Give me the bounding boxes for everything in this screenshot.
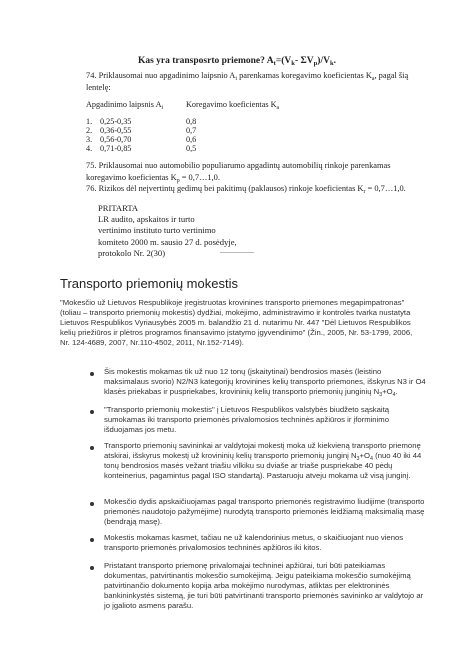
table-header-degree: Apgadinimo laipsnis $A_i$ [86, 100, 164, 111]
document-title: Kas yra transposrto priemone? $A_t=(V_k-$ $\Sigma V_p)/V_k$. [137, 56, 337, 67]
paragraph-76: 76. Rizikos dėl neįvertintų gedimų bei pakitimų (paklausos) rinkoje koeficientas $K_r$ = 0,7…1,0. [86, 184, 406, 195]
table-header-coefficient: Koregavimo koeficientas $K_a$ [186, 100, 280, 111]
bullet-item: Transporto priemonių savininkai ar valdytojai mokestį moka už kiekvieną transporto priemonę atskirai, išskyrus mokestį už krovininių kelių transporto priemonių junginį $N_3+O_4$ (nuo 40 iki 44 tonų bendrosios masės vežant triašiu vilkiku su dviaše ar triaše puspriekabe 40 pėdų konteinerius, pagamintus pagal ISO standartą). Pastaruoju atveju mokama už visą junginį. [104, 441, 422, 481]
separator-rule [220, 252, 254, 253]
table-row-coefficient: 0,5 [186, 144, 197, 153]
paragraph-74: 74. Priklausomai nuo apgadinimo laipsnio $A_i$ parenkamas koregavimo koeficientas $K_a$, pagal šią lentelę: [86, 71, 409, 92]
bullet-item: Šis mokestis mokamas tik už nuo 12 tonų (įskaitytinai) bendrosios masės (leistino maksimalaus svorio) N2/N3 kategorijų krovinines kelių transporto priemones, išskyrus N3 ir O4 klasės priekabas ir puspriekabes, krovininių kelių transporto priemonių junginių $N_3+O_4$. [104, 367, 426, 399]
table-row-number: 4. [86, 144, 93, 153]
approval-line: komiteto 2000 m. sausio 27 d. posėdyje, [98, 236, 237, 247]
bullet-icon [90, 502, 94, 506]
paragraph-75: 75. Priklausomai nuo automobilio populiarumo apgadintų automobilių rinkoje parenkamas koregavimo koeficientas $K_p$ = 0,7…1,0. [86, 161, 391, 184]
bullet-icon [90, 410, 94, 414]
approval-line: protokolo Nr. 2(30) [98, 247, 166, 258]
table-row-number: 3. [86, 135, 93, 144]
approval-line: LR audito, apskaitos ir turto [98, 214, 195, 225]
table-row-range: 0,36-0,55 [100, 126, 132, 135]
section-heading: Transporto priemonių mokestis [60, 276, 238, 291]
table-row-range: 0,56-0,70 [100, 135, 132, 144]
bullet-item: Mokesčio dydis apskaičiuojamas pagal transporto priemonės registravimo liudijime (transporto priemonės naudotojo pažymėjime) nurodytą transporto priemonės leidžiamą maksimalią masę (bendrąją masę). [104, 497, 425, 527]
intro-paragraph: "Mokesčio už Lietuvos Respublikoje įregistruotas krovinines transporto priemones megapimpatronas" (toliau – transporto priemonių mokestis) dydžiai, mokėjimo, administravimo ir kontrolės tvarka nustatyta Lietuvos Respublikos Vyriausybės 2005 m. balandžio 21 d. nutarimu Nr. 447 "Dėl Lietuvos Respublikos kelių priežiūros ir plėtros programos finansavimo įstatymo įgyvendinimo" (Žin., 2005, Nr. 53-1799, 2006, Nr. 124-4689, 2007, Nr.110-4502, 2011, Nr.152-7149). [60, 298, 413, 348]
approval-line: PRITARTA [98, 203, 139, 213]
bullet-item: Pristatant transporto priemonę privalomajai techninei apžiūrai, turi būti pateikiamas dokumentas, patvirtinantis mokesčio sumokėjimą. Jeigu pateikiama mokesčio sumokėjimą patvirtinančio dokumento kopija arba mokėjimo nurodymas, atliktas per elektroninės bankininkystės sistemą, jie turi būti patvirtinanti transporto priemonės savininko ar valdytojo ar jo įgalioto asmens parašu. [104, 561, 424, 611]
bullet-icon [90, 446, 94, 450]
bullet-icon [90, 372, 94, 376]
bullet-item: "Transporto priemonių mokestis" į Lietuvos Respublikos valstybės biudžeto sąskaitą sumokamas iki transporto priemonės privalomosios techninės apžiūros ir įforminimo išduojamas jos metu. [104, 405, 390, 435]
table-row-coefficient: 0,7 [186, 126, 197, 135]
approval-line: vertinimo instituto turto vertinimo [98, 225, 216, 236]
bullet-icon [90, 538, 94, 542]
table-row-number: 2. [86, 126, 93, 135]
bullet-item: Mokestis mokamas kasmet, tačiau ne už kalendorinius metus, o skaičiuojant nuo vienos transporto priemonės privalomosios techninės apžiūros iki kitos. [104, 533, 404, 553]
approval-block [98, 203, 237, 259]
table-row-coefficient: 0,6 [186, 135, 197, 144]
table-row-number: 1. [86, 117, 93, 126]
table-row-coefficient: 0,8 [186, 117, 197, 126]
table-row-range: 0,25-0,35 [100, 117, 132, 126]
table-row-range: 0,71-0,85 [100, 144, 132, 153]
bullet-icon [90, 566, 94, 570]
